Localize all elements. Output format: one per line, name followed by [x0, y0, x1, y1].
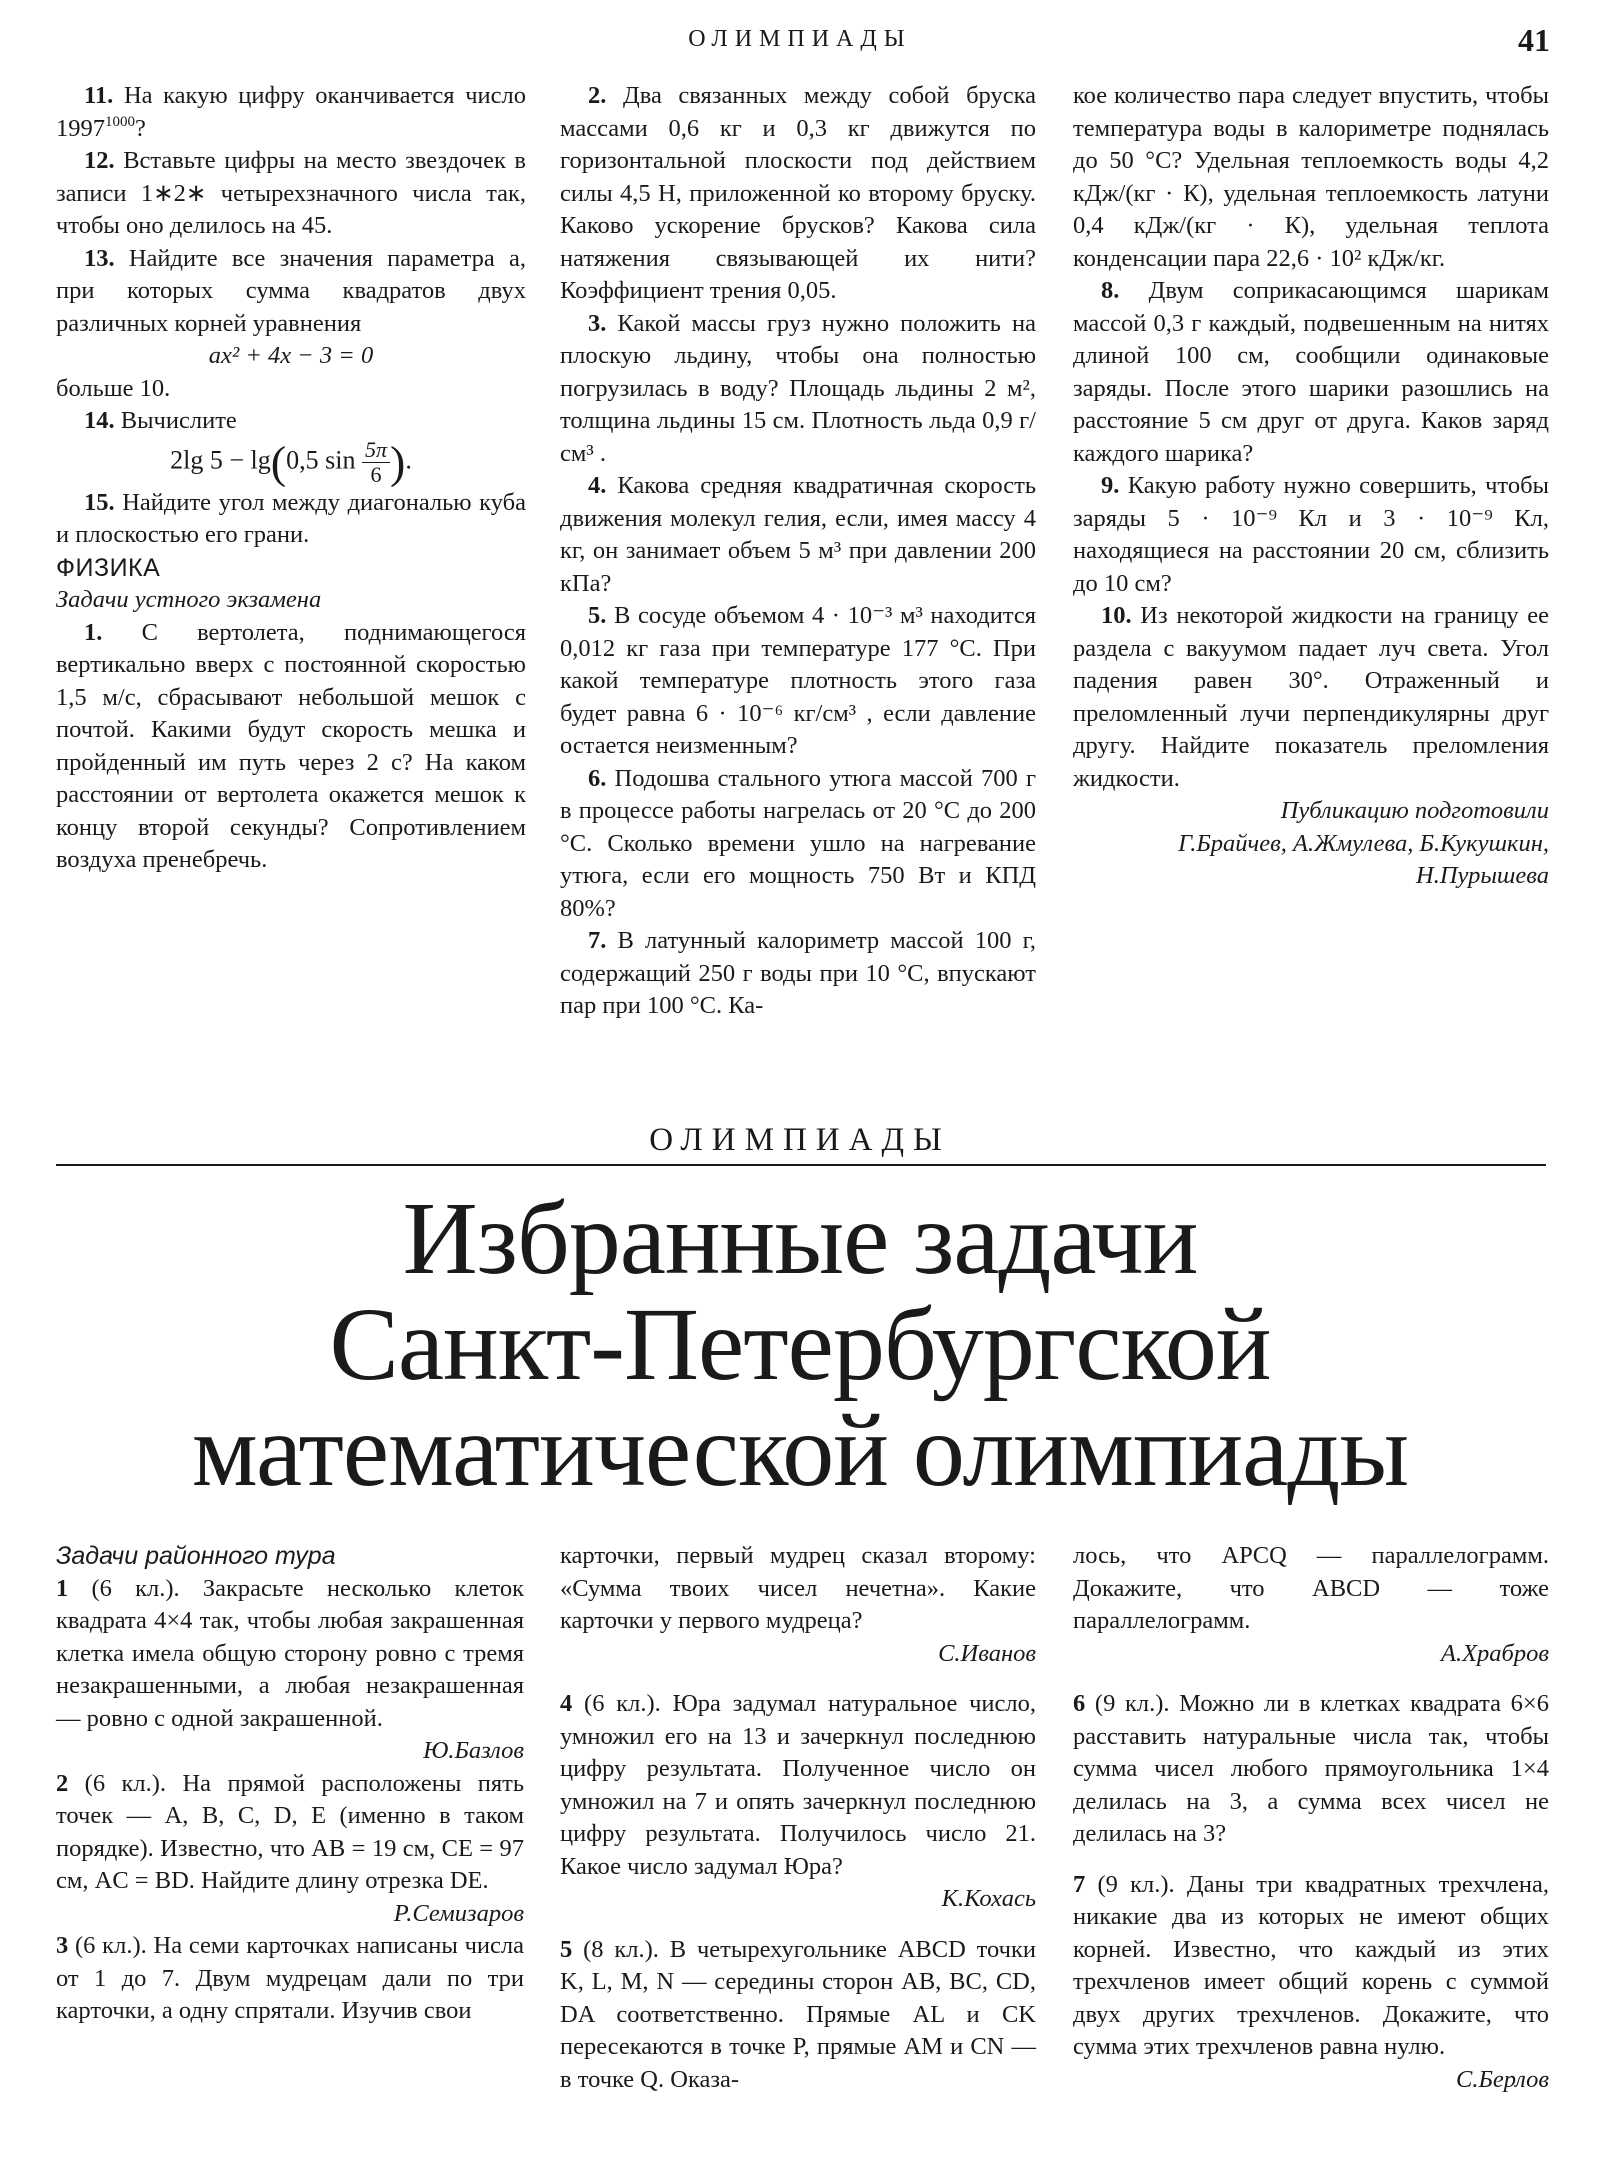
equation: ax² + 4x − 3 = 0 — [208, 342, 374, 369]
article-title — [0, 1181, 1600, 1508]
bottom-column-3 — [1073, 1540, 1549, 2096]
top-column-1 — [56, 80, 526, 877]
physics-heading: ФИЗИКА — [56, 553, 161, 582]
olympiad-problem-7: 7 (9 кл.). Даны три квадратных трехчлена, никакие два из которых не имеют общих корней. Известно, что каждый из этих трехчленов имеет общий корень с суммой двух других трехчленов. Докажите, что сумма этих трехчленов равна нулю. — [1073, 1870, 1550, 2060]
title-line-3: математической олимпиады — [191, 1393, 1409, 1508]
credit-names: Г.Брайчев, А.Жмулева, Б.Кукушкин, — [1178, 829, 1549, 857]
physics-problem-1: 1. С вертолета, поднимающегося вертикально вверх с постоянной скоростью 1,5 м/с, сбрасывают небольшой мешок с почтой. Какими будут скорость мешка и пройденный им путь через 2 с? На каком расстоянии от вертолета окажется мешок к концу второй секунды? Сопротивлением воздуха пренебречь. — [56, 618, 526, 873]
physics-problem-6: 6. Подошва стального утюга массой 700 г в процессе работы нагрелась от 20 °С до 200 °С. Сколько времени ушло на нагревание утюга, если его мощность 750 Вт и КПД 80%? — [560, 764, 1037, 922]
credit-heading: Публикацию подготовили — [1280, 797, 1549, 824]
olympiad-problem-1: 1 (6 кл.). Закрасьте несколько клеток квадрата 4×4 так, чтобы любая закрашенная клетка имела общую сторону ровно с тремя незакрашенными, а любая незакрашенная — ровно с одной закрашенной. — [56, 1574, 524, 1732]
physics-problem-9: 9. Какую работу нужно совершить, чтобы заряды 5 · 10⁻⁹ Кл и 3 · 10⁻⁹ Кл, находящиеся на расстоянии 20 см, сблизить до 10 см? — [1073, 472, 1549, 597]
problem-13-tail: больше 10. — [56, 374, 171, 402]
author-3: С.Иванов — [938, 1639, 1036, 1667]
physics-problem-4: 4. Какова средняя квадратичная скорость движения молекул гелия, если, имея массу 4 кг, он занимает объем 5 м³ при давлении 200 кПа? — [560, 472, 1037, 597]
problem-12: 12. Вставьте цифры на место звездочек в записи 1∗2∗ четырехзначного числа так, чтобы оно делилось на 45. — [56, 147, 526, 239]
title-line-1: Избранные задачи — [402, 1181, 1198, 1296]
running-header: ОЛИМПИАДЫ — [688, 26, 912, 52]
tour-heading: Задачи районного тура — [56, 1542, 336, 1570]
olympiad-problem-5: 5 (8 кл.). В четырехугольнике ABCD точки K, L, M, N — середины сторон AB, BC, CD, DA соответственно. Прямые AL и CK пересекаются в точке P, прямые AM и CN — в точке Q. Оказа- — [560, 1935, 1036, 2093]
problem-13: 13. Найдите все значения параметра a, при которых сумма квадратов двух различных корней уравнения — [56, 244, 527, 337]
olympiad-problem-2: 2 (6 кл.). На прямой расположены пять точек — A, B, C, D, E (именно в таком порядке). Известно, что AB = 19 см, CE = 97 см, AC = BD. Найдите длину отрезка DE. — [56, 1769, 525, 1894]
problem-11: 11. На какую цифру оканчивается число $1997^{1000}$? — [56, 82, 526, 142]
oral-exam-subheading: Задачи устного экзамена — [56, 586, 322, 613]
section-label: ОЛИМПИАДЫ — [649, 1122, 951, 1158]
physics-problem-5: 5. В сосуде объемом 4 · 10⁻³ м³ находится 0,012 кг газа при температуре 177 °С. При какой температуре плотность этого газа будет равна 6 · 10⁻⁶ кг/см³ , если давление остается неизменным? — [560, 602, 1036, 759]
bottom-column-2 — [560, 1540, 1036, 2096]
olympiad-problem-6: 6 (9 кл.). Можно ли в клетках квадрата 6×6 расставить натуральные числа так, чтобы сумма чисел любого прямоугольника 1×4 делилась на 3, а сумма всех чисел не делилась на 3? — [1073, 1690, 1549, 1847]
credit-last: Н.Пурышева — [1416, 862, 1549, 889]
author-5: А.Храбров — [1440, 1639, 1549, 1667]
log-expression: 2lg 5 − lg(0,5 sin $\frac{5\pi}{6}$ ). — [170, 435, 412, 487]
physics-problem-10: 10. Из некоторой жидкости на границу ее раздела с вакуумом падает луч света. Угол падения равен 30°. Отраженный и преломленный лучи перпендикулярны друг другу. Найдите показатель преломления жидкости. — [1073, 602, 1549, 792]
author-7: С.Берлов — [1456, 2065, 1549, 2093]
author-1: Ю.Базлов — [423, 1737, 524, 1764]
author-2: Р.Семизаров — [393, 1899, 524, 1927]
problem-14: 14. Вычислите — [84, 407, 237, 434]
bottom-column-1 — [56, 1540, 524, 2028]
physics-problem-3: 3. Какой массы груз нужно положить на плоскую льдину, чтобы она полностью погрузилась в воду? Площадь льдины 2 м², толщина льдины 15 см. Плотность льда 0,9 г/см³ . — [560, 309, 1037, 467]
physics-problem-2: 2. Два связанных между собой бруска массами 0,6 кг и 0,3 кг движутся по горизонтальной плоскости под действием силы 4,5 Н, приложенной ко второму бруску. Каково ускорение брусков? Какова сила натяжения связывающей их нити? Коэффициент трения 0,05. — [560, 82, 1036, 304]
olympiad-problem-3-cont: карточки, первый мудрец сказал второму: «Сумма твоих чисел нечетна». Какие карточки у первого мудреца? — [560, 1542, 1036, 1634]
title-line-2: Санкт-Петербургской — [329, 1287, 1271, 1402]
physics-problem-8: 8. Двум соприкасающимся шарикам массой 0,3 г каждый, подвешенным на нитях длиной 100 см, сообщили одинаковые заряды. После этого шарики разошлись на расстояние 5 см друг от друга. Каков заряд каждого шарика? — [1073, 277, 1549, 467]
page-number: 41 — [1518, 22, 1550, 58]
physics-problem-7-cont: кое количество пара следует впустить, чтобы температура воды в калориметре поднялась до 50 °С? Удельная теплоемкость воды 4,2 кДж/(кг · К), удельная теплоемкость латуни 0,4 кДж/(кг · К), удельная теплота конденсации пара 22,6 · 10² кДж/кг. — [1073, 82, 1549, 272]
olympiad-problem-4: 4 (6 кл.). Юра задумал натуральное число, умножил его на 13 и зачеркнул последнюю цифру результата. Полученное число он умножил на 7 и опять зачеркнул последнюю цифру результата. Получилось число 21. Какое число задумал Юра? — [560, 1690, 1037, 1880]
olympiad-problem-3: 3 (6 кл.). На семи карточках написаны числа от 1 до 7. Двум мудрецам дали по три карточки, а одну спрятали. Изучив свои — [56, 1932, 524, 2024]
olympiad-problem-5-cont: лось, что APCQ — параллелограмм. Докажите, что ABCD — тоже параллелограмм. — [1073, 1542, 1549, 1634]
divider-rule — [56, 1164, 1546, 1166]
top-column-3 — [1073, 80, 1549, 893]
physics-problem-7: 7. В латунный калориметр массой 100 г, содержащий 250 г воды при 10 °С, впускают пар при 100 °С. Ка- — [560, 927, 1037, 1019]
top-column-2 — [560, 80, 1036, 1023]
author-4: К.Кохась — [941, 1885, 1036, 1912]
problem-15: 15. Найдите угол между диагональю куба и плоскостью его грани. — [56, 488, 526, 548]
